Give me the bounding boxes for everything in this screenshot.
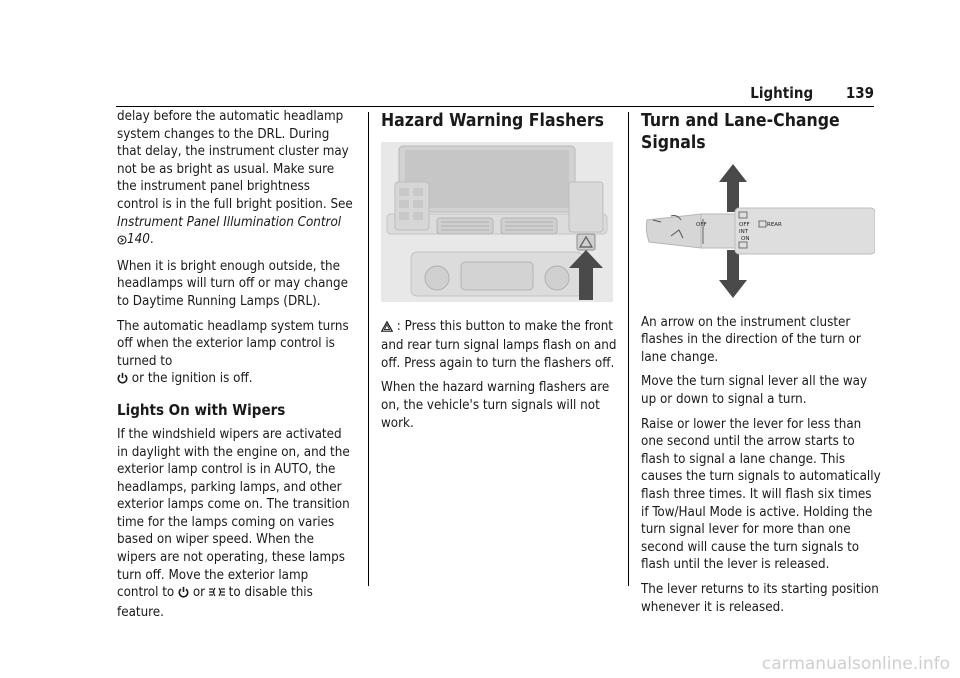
svg-text:INT: INT (739, 229, 749, 235)
cross-reference-link[interactable]: Instrument Panel Illumination Control (117, 214, 342, 230)
svg-text:REAR: REAR (767, 222, 782, 228)
subheading-lights-on-with-wipers: Lights On with Wipers (117, 400, 286, 419)
paragraph: The automatic headlamp system turns off when the exterior lamp control is turned to or the ignition is off. (117, 318, 353, 390)
column-2 (381, 108, 617, 439)
paragraph: Raise or lower the lever for less than one second until the arrow starts to flash to signal a lane change. This causes the turn signals to automatically flash three times. It will flash six times if Tow/Haul Mode is active. Holding the turn signal lever for more than one second will cause the turn signals to flash until the lever is released. (641, 416, 881, 573)
power-off-icon (178, 586, 189, 604)
paragraph: When the hazard warning flashers are on, the vehicle's turn signals will not work. (381, 380, 610, 431)
page-ref-arrow-icon (117, 233, 127, 251)
paragraph: delay before the automatic headlamp system changes to the DRL. During that delay, the instrument cluster may not be as bright as usual. Make sure the instrument panel brightness control is in the full bright position. See Instrument Panel Illumination Control 140. (117, 108, 353, 251)
svg-text:OFF: OFF (696, 222, 707, 228)
heading-hazard-warning-flashers: Hazard Warning Flashers (381, 111, 604, 131)
column-divider-2 (628, 112, 629, 586)
running-head (750, 84, 874, 102)
page-number: 139 (845, 84, 874, 102)
down-arrow-icon (719, 250, 747, 298)
turn-signal-lever-illustration (641, 164, 881, 304)
watermark: carmanualsonline.info (761, 654, 950, 674)
paragraph: An arrow on the instrument cluster flashes in the direction of the turn or lane change. (641, 314, 861, 365)
turn-signal-stalk-image (641, 164, 875, 298)
cross-reference-page[interactable]: 140 (127, 232, 150, 248)
heading-turn-and-lane-change-signals: Turn and Lane-Change Signals (641, 111, 840, 153)
section-title: Lighting (750, 84, 814, 102)
header-rule (116, 106, 874, 107)
hazard-button-illustration (381, 142, 617, 308)
up-arrow-icon (719, 164, 747, 212)
parking-lamp-icon (209, 586, 225, 604)
paragraph: : Press this button to make the front and rear turn signal lamps flash on and off. Press again to turn the flashers off. (381, 318, 617, 371)
paragraph: Move the turn signal lever all the way up or down to signal a turn. (641, 374, 868, 407)
column-3 (641, 108, 881, 623)
hazard-warning-icon (381, 320, 393, 338)
paragraph: When it is bright enough outside, the headlamps will turn off or may change to Daytime Running Lamps (DRL). (117, 258, 348, 309)
dashboard-center-stack-image (381, 142, 613, 302)
column-1 (117, 108, 353, 628)
paragraph: The lever returns to its starting position whenever it is released. (641, 581, 879, 615)
paragraph: If the windshield wipers are activated in daylight with the engine on, and the exterior lamp control is in AUTO, the headlamps, parking lamps, and other exterior lamps come on. The transition time for the lamps coming on varies based on wiper speed. When the wipers are not operating, these lamps turn off. Move the exterior lamp control to or to disable this feature. (117, 426, 350, 620)
svg-text:OFF: OFF (739, 222, 750, 228)
svg-text:ON: ON (741, 236, 750, 242)
power-off-icon (117, 372, 128, 390)
column-divider-1 (368, 112, 369, 586)
